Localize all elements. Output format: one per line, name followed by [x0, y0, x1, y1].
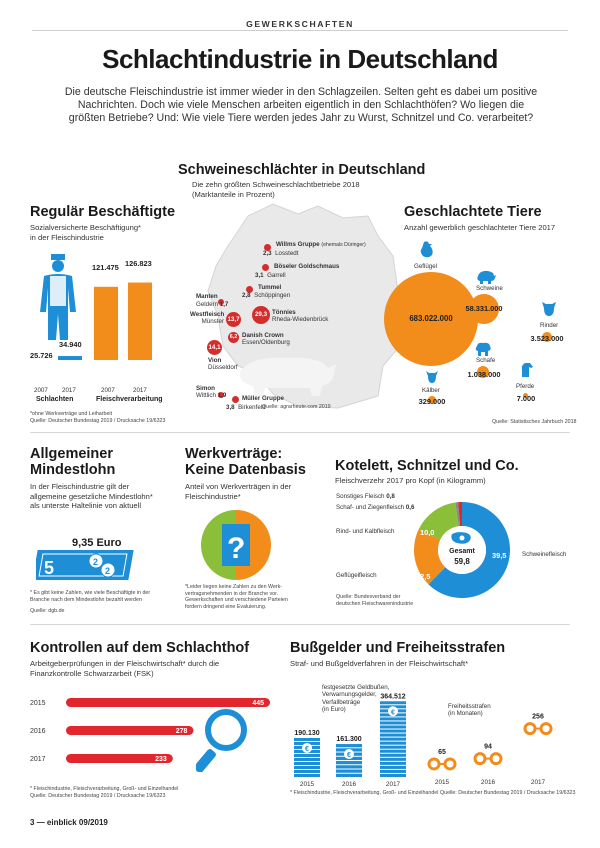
- money-value-0: 190.130: [294, 729, 320, 737]
- money-value-1: 161.300: [336, 736, 362, 744]
- issue-label: — einblick 09/2019: [36, 818, 108, 827]
- cuff-right-2: [541, 724, 551, 734]
- money-note-0-4: [294, 758, 320, 761]
- cuff-left-1: [475, 754, 485, 764]
- group-schlachten: Schlachten: [36, 396, 74, 403]
- map-title: Schweineschlächter in Deutschland: [178, 162, 426, 178]
- animals-title: Geschlachtete Tiere: [404, 204, 542, 220]
- meat-label-schwein: Schweinefleisch: [522, 551, 567, 558]
- horse-icon: [518, 362, 534, 378]
- money-note-2-13: [380, 721, 406, 724]
- page-number: 3: [30, 818, 35, 827]
- pin-boeseler: [262, 264, 269, 271]
- label-manten: Manten: [196, 293, 218, 300]
- sheep-icon: [474, 342, 492, 356]
- money-note-0-9: [294, 738, 320, 741]
- employment-title: Regulär Beschäftigte: [30, 204, 176, 220]
- prison-value-1: 94: [484, 743, 492, 751]
- year-schlachten-2007: 2007: [34, 387, 48, 394]
- money-note-2-11: [380, 730, 406, 733]
- employment-bars: [30, 260, 160, 360]
- pin-toennies: 29,3: [252, 306, 270, 324]
- page-title: Schlachtindustrie in Deutschland: [102, 44, 498, 74]
- year-schlachten-2017: 2017: [62, 387, 76, 394]
- label-simon: Simon Wittlich 1,9: [196, 385, 227, 400]
- contracts-title: Werkverträge: Keine Datenbasis: [185, 446, 306, 478]
- controls-year-2: 2017: [30, 756, 46, 763]
- animal-label-pferde: Pferde: [516, 383, 535, 390]
- money-note-2-1: [380, 770, 406, 773]
- animals-subtitle: Anzahl gewerblich geschlachteter Tiere 2017: [404, 223, 556, 232]
- euro-sign-1: €: [347, 752, 351, 760]
- label-mueller: Müller Gruppe: [242, 395, 284, 402]
- animal-label-schweine: Schweine: [476, 285, 503, 292]
- minwage-text: In der Fleischindustrie gilt der allgemeine gesetzliche Mindestlohn* als unterste Haltelinie von aktuell: [30, 482, 153, 510]
- meat-label-gefluegel: Geflügelfleisch: [336, 572, 377, 579]
- animal-label-gefluegel: Geflügel: [414, 263, 438, 270]
- meat-source: Quelle: Bundesverband der deutschen Fleischwarenindustrie: [336, 594, 414, 607]
- fines-money-label: festgesetzte Geldbußen, Verwarnungsgelder, Verfallbeträge (in Euro): [322, 684, 390, 714]
- controls-note: * Fleischindustrie, Fleischverarbeitung, Groß- und Einzelhandel Quelle: Deutscher Bundestag 2019 / Drucksache 19/6323: [30, 786, 179, 799]
- pig-silhouette: [230, 350, 340, 400]
- steak-icon: [448, 530, 474, 546]
- euro-sign-0: €: [305, 745, 309, 753]
- animals-source: Quelle: Statistisches Jahrbuch 2018: [492, 419, 577, 425]
- prison-year-0: 2015: [434, 779, 450, 786]
- footer: [30, 818, 108, 827]
- value-rinder: 3.523.000: [530, 334, 564, 343]
- minwage-title: Allgemeiner Mindestlohn: [30, 446, 116, 478]
- value-gefluegel: 683.022.000: [409, 314, 453, 323]
- money-note-2-0: [380, 774, 406, 777]
- value-schlachten-2017: 34.940: [59, 340, 82, 349]
- label-danish-crown: Danish Crown Essen/Oldenburg: [242, 332, 290, 347]
- group-fleisch: Fleischverarbeitung: [96, 396, 163, 403]
- label-toennies: Tönnies Rheda-Wiedenbrück: [272, 309, 329, 324]
- money-note-2-2: [380, 766, 406, 769]
- money-note-0-3: [294, 762, 320, 765]
- money-note-1-0: [336, 774, 362, 777]
- value-tummel: 2,8 Schöppingen: [242, 292, 291, 299]
- cuff-right-1: [491, 754, 501, 764]
- money-note-0-0: [294, 774, 320, 777]
- meat-value-rind: 10,0: [420, 528, 435, 537]
- pin-danish-crown: 6,2: [228, 332, 239, 343]
- meat-value-schwein: 39,5: [492, 551, 507, 560]
- meat-center-value: 59,8: [454, 557, 470, 566]
- map-subtitle: Die zehn größten Schweineschlachtbetriebe 2018 (Marktanteile in Prozent): [192, 180, 360, 199]
- money-note-2-6: [380, 750, 406, 753]
- prison-value-2: 256: [532, 713, 544, 721]
- fines-note: * Fleischindustrie, Fleischverarbeitung, Groß- und Einzelhandel: [290, 790, 439, 796]
- contracts-text: Anteil von Werkverträgen in der Fleischindustrie*: [185, 482, 292, 501]
- year-fleisch-2007: 2007: [101, 387, 115, 394]
- prison-year-2: 2017: [530, 779, 546, 786]
- section-label: GEWERKSCHAFTEN: [246, 19, 354, 29]
- cuff-right-0: [445, 759, 455, 769]
- label-westfleisch: Westfleisch Münster: [190, 311, 225, 326]
- animal-label-schafe: Schafe: [476, 357, 496, 364]
- fines-prison-label: Freiheitsstrafen (in Monaten): [448, 703, 491, 718]
- controls-year-1: 2016: [30, 728, 46, 735]
- money-note-1-7: [336, 744, 362, 747]
- money-note-2-18: [380, 701, 406, 704]
- meat-center-label: Gesamt: [449, 548, 475, 555]
- controls-value-2: 233: [155, 756, 167, 763]
- money-year-0: 2015: [299, 781, 315, 788]
- money-note-2-10: [380, 734, 406, 737]
- svg-text:?: ?: [227, 532, 246, 565]
- money-note-0-2: [294, 766, 320, 769]
- meat-label-sonstiges: Sonstiges Fleisch 0,8: [336, 493, 395, 500]
- meat-title: Kotelett, Schnitzel und Co.: [335, 458, 519, 474]
- header-rule: [32, 30, 568, 31]
- label-willms: Willms Gruppe (ehemals Düringer): [276, 241, 366, 248]
- value-schweine: 58.331.000: [465, 304, 503, 313]
- pig-icon: [476, 270, 496, 284]
- euro-sign-2: €: [391, 709, 395, 717]
- calf-icon: [425, 370, 439, 384]
- money-year-1: 2016: [341, 781, 357, 788]
- controls-value-1: 278: [175, 728, 188, 735]
- label-tummel: Tummel: [258, 284, 282, 291]
- value-fleisch-2017: 126.823: [125, 259, 152, 268]
- pin-mueller: [232, 396, 239, 403]
- pin-westfleisch: 13,7: [226, 312, 241, 327]
- svg-text:2: 2: [105, 566, 111, 576]
- divider-2: [30, 624, 570, 625]
- minwage-source: Quelle: dgb.de: [30, 608, 65, 614]
- prison-value-0: 65: [438, 748, 446, 756]
- value-willms: 2,3 Losstedt: [263, 250, 299, 257]
- money-note-1-3: [336, 761, 362, 764]
- meat-subtitle: Fleischverzehr 2017 pro Kopf (in Kilogramm): [335, 476, 486, 485]
- meat-value-gefluegel: 12,5: [416, 572, 431, 581]
- controls-year-0: 2015: [30, 700, 46, 707]
- value-schlachten-2007: 25.726: [30, 351, 53, 360]
- employment-bar-0-1: [58, 356, 82, 360]
- value-mueller: 3,8 Birkenfeld: [226, 404, 266, 411]
- minwage-note: * Es gibt keine Zahlen, wie viele Beschäftigte in der Branche nach dem Mindestlohn bezahlt werden: [30, 590, 151, 603]
- money-note-1-2: [336, 765, 362, 768]
- fines-title: Bußgelder und Freiheitsstrafen: [290, 640, 506, 656]
- value-schafe: 1.038.000: [467, 370, 501, 379]
- map-source: Quelle: agrarheute.com 2019: [262, 404, 331, 410]
- money-value-2: 364.512: [380, 693, 406, 701]
- money-note-0-5: [294, 754, 320, 757]
- employment-subtitle: Sozialversicherte Beschäftigung* in der Fleischindustrie: [30, 223, 142, 242]
- bars-group: [30, 283, 152, 360]
- money-note-2-14: [380, 717, 406, 720]
- money-note-2-9: [380, 738, 406, 741]
- svg-text:5: 5: [44, 558, 55, 578]
- value-manten: Geldern 1,7: [196, 301, 229, 308]
- value-kaelber: 329.000: [418, 397, 446, 406]
- controls-title: Kontrollen auf dem Schlachthof: [30, 640, 250, 656]
- money-note-0-1: [294, 770, 320, 773]
- money-note-2-8: [380, 742, 406, 745]
- money-note-2-12: [380, 725, 406, 728]
- value-boeseler: 3,1 Garrell: [255, 272, 286, 279]
- label-boeseler: Böseler Goldschmaus: [274, 263, 340, 270]
- value-pferde: 7.000: [516, 394, 536, 403]
- money-note-2-3: [380, 762, 406, 765]
- fines-money-chart: [288, 690, 418, 790]
- meat-label-schaf: Schaf- und Ziegenfleisch 0,6: [336, 504, 415, 511]
- fines-subtitle: Straf- und Bußgeldverfahren in der Fleischwirtschaft*: [290, 659, 469, 668]
- animal-label-rinder: Rinder: [540, 322, 559, 329]
- controls-value-0: 445: [252, 700, 264, 707]
- year-fleisch-2017: 2017: [133, 387, 147, 394]
- money-note-2-4: [380, 758, 406, 761]
- cow-icon: [540, 300, 558, 318]
- fines-source: Quelle: Deutscher Bundestag 2019 / Drucksache 19/6323: [440, 790, 576, 796]
- divider-1: [30, 432, 570, 433]
- employment-note: *ohne Werkverträge und Leiharbeit Quelle: Deutscher Bundestag 2019 / Drucksache 19/6323: [30, 411, 166, 424]
- prison-year-1: 2016: [480, 779, 496, 786]
- money-note-1-1: [336, 770, 362, 773]
- employment-bar-1-1: [128, 283, 152, 360]
- fines-prison-chart: [420, 712, 570, 790]
- cuff-left-2: [525, 724, 535, 734]
- money-note-2-5: [380, 754, 406, 757]
- controls-subtitle: Arbeitgeberprüfungen in der Fleischwirtschaft* durch die Finanzkontrolle Schwarzarbeit (FSK): [30, 659, 220, 678]
- chicken-icon: [418, 240, 436, 260]
- money-note-2-7: [380, 746, 406, 749]
- label-vion: Vion Düsseldorf: [208, 357, 238, 372]
- cuff-left-0: [429, 759, 439, 769]
- money-year-2: 2017: [385, 781, 401, 788]
- contracts-note: *Leider liegen keine Zahlen zu den Werk- vertragsnehmenden in der Branche vor. Gewerkschaften und verschiedene Parteien fordern dringend eine Evaluierung.: [185, 584, 288, 610]
- pin-vion: 14,1: [207, 340, 222, 355]
- intro-text: Die deutsche Fleischindustrie ist immer wieder in den Schlagzeilen. Selten geht es dabei um positive Nachrichten. Doch wie viele Menschen arbeiten eigentlich in den Schlachthöfen? Wo liegen die größten Betriebe? Und: Wie viele Tiere werden jedes Jahr zu Wurst, Schnitzel und Co. verarbeitet?: [64, 86, 538, 125]
- minwage-value: 9,35 Euro: [72, 537, 122, 549]
- banknote-icon: [36, 548, 136, 582]
- employment-bar-1-0: [94, 287, 118, 360]
- meat-label-rind: Rind- und Kalbfleisch: [336, 528, 395, 535]
- animal-label-kaelber: Kälber: [422, 387, 440, 394]
- magnifier-icon: [196, 706, 252, 772]
- value-fleisch-2007: 121.475: [92, 263, 119, 272]
- controls-bar-1: [66, 726, 193, 735]
- svg-text:2: 2: [93, 557, 99, 567]
- question-pie: [196, 510, 276, 580]
